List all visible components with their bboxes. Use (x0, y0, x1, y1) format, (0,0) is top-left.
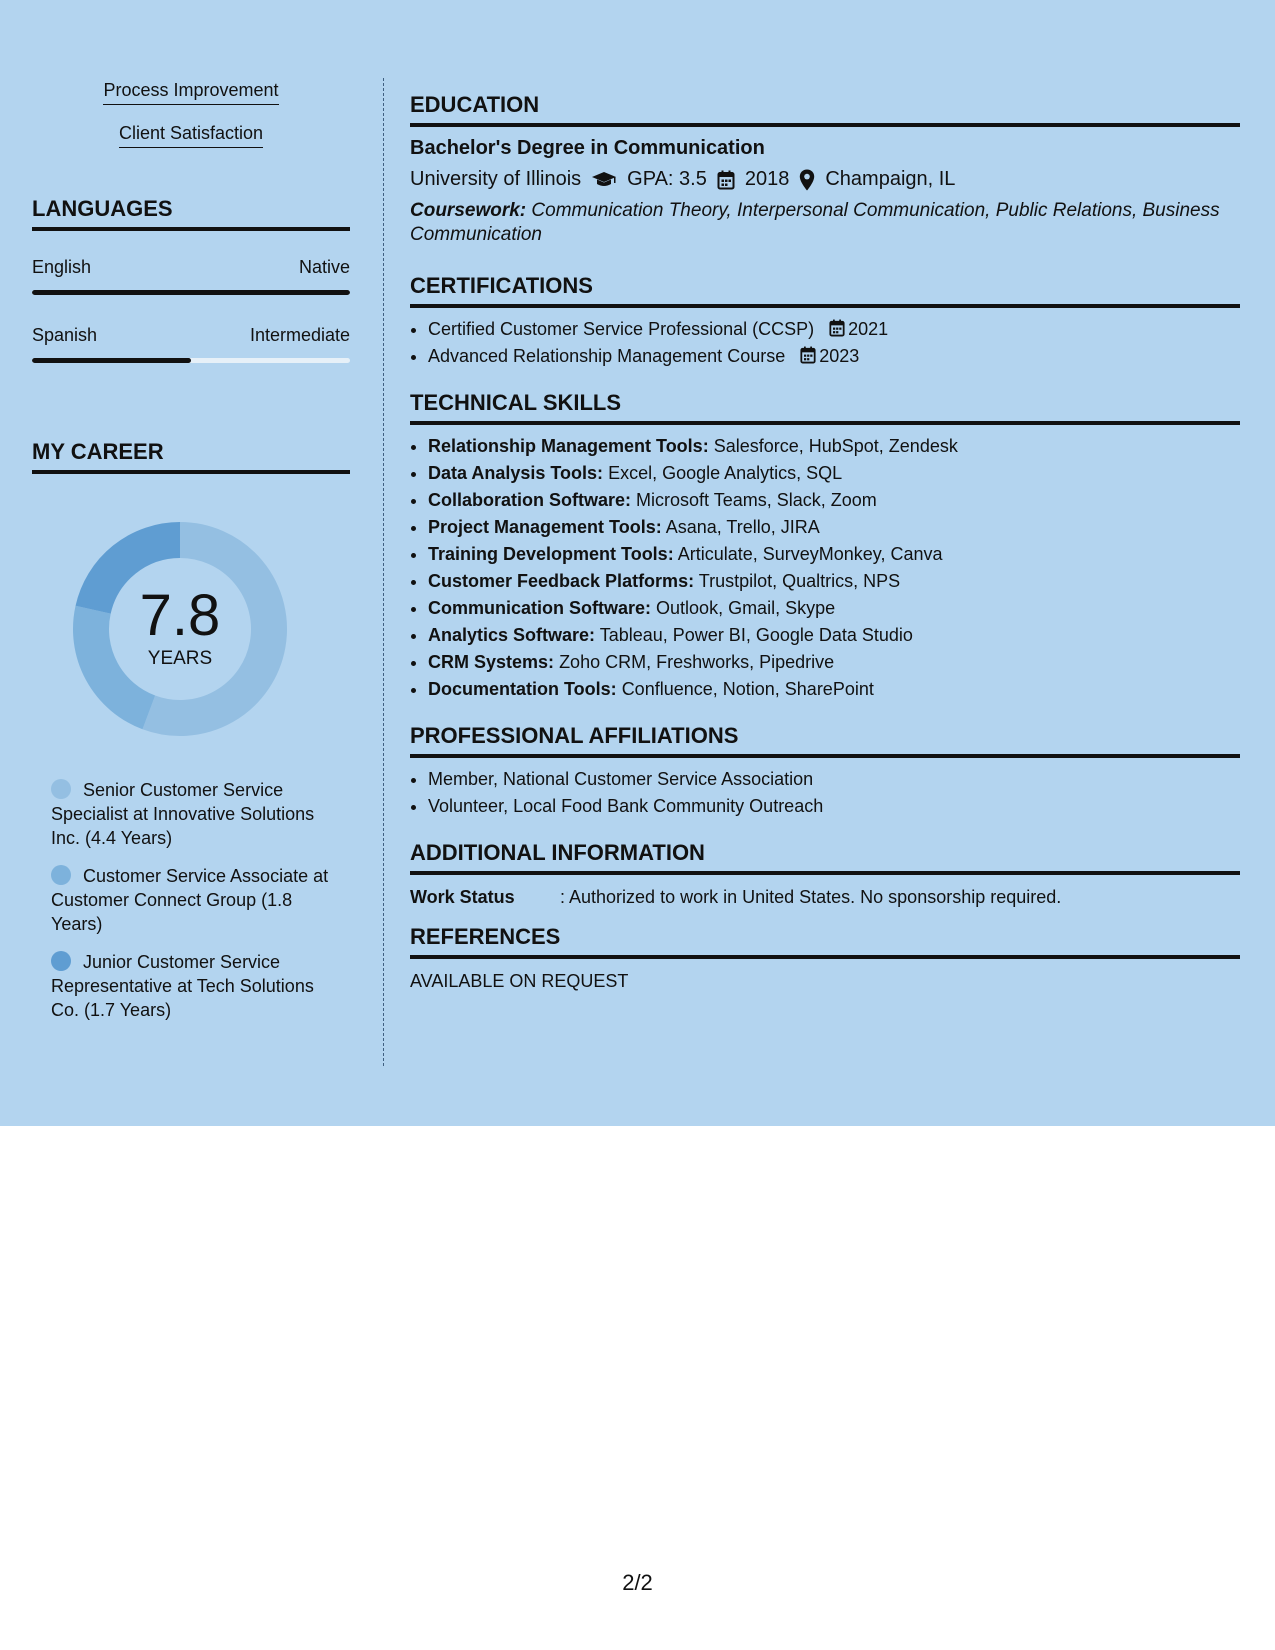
coursework (410, 199, 1240, 247)
work-status-value: : Authorized to work in United States. No sponsorship required. (560, 887, 1062, 907)
certifications-list (410, 316, 1240, 370)
location-pin-icon (799, 169, 815, 191)
language-bar (32, 290, 350, 295)
work-status-label: Work Status (410, 887, 515, 907)
coursework-list: Communication Theory, Interpersonal Communication, Public Relations, Business Communication (410, 200, 1220, 245)
certification-name: Certified Customer Service Professional (CCSP) (428, 319, 815, 339)
coursework-label: Coursework: (410, 200, 527, 221)
affiliations-heading: PROFESSIONAL AFFILIATIONS (410, 723, 1240, 758)
skill-label: Relationship Management Tools: (428, 436, 709, 456)
skill-value: Trustpilot, Qualtrics, NPS (698, 571, 901, 591)
skill-item (428, 676, 1240, 703)
language-bar-fill (32, 358, 191, 363)
calendar-icon (717, 170, 735, 190)
skill-label: Customer Feedback Platforms: (428, 571, 695, 591)
school-location: Champaign, IL (825, 168, 956, 190)
skill-label: CRM Systems: (428, 652, 555, 672)
career-total: 7.8 (139, 583, 221, 648)
left-column (32, 80, 350, 1036)
skill-value: Articulate, SurveyMonkey, Canva (677, 544, 943, 564)
skill-pill: Process Improvement (103, 80, 278, 105)
language-name: English (32, 257, 92, 277)
calendar-icon (800, 346, 816, 364)
degree-title: Bachelor's Degree in Communication (410, 137, 765, 159)
skill-label: Communication Software: (428, 598, 652, 618)
skills-list (32, 80, 350, 166)
legend-item (51, 864, 341, 936)
certification-year: 2021 (848, 319, 889, 339)
career-legend (51, 778, 341, 1022)
career-unit: YEARS (147, 648, 213, 669)
legend-label: Junior Customer Service Representative at Tech Solutions Co. (1.7 Years) (51, 952, 314, 1020)
education-heading: EDUCATION (410, 92, 1240, 127)
certifications-heading: CERTIFICATIONS (410, 273, 1240, 308)
skill-item (428, 460, 1240, 487)
calendar-icon (829, 319, 845, 337)
references-heading: REFERENCES (410, 924, 1240, 959)
education-details (410, 168, 1240, 191)
skill-item (428, 649, 1240, 676)
skill-value: Outlook, Gmail, Skype (656, 598, 836, 618)
legend-item (51, 778, 341, 850)
skill-value: Confluence, Notion, SharePoint (621, 679, 874, 699)
skill-label: Training Development Tools: (428, 544, 674, 564)
language-level: Native (298, 257, 350, 277)
skill-label: Project Management Tools: (428, 517, 662, 537)
technical-skills-list (410, 433, 1240, 703)
skill-label: Documentation Tools: (428, 679, 617, 699)
skill-item (428, 568, 1240, 595)
skill-value: Asana, Trello, JIRA (665, 517, 820, 537)
language-level: Intermediate (249, 325, 350, 345)
legend-label: Customer Service Associate at Customer Connect Group (1.8 Years) (51, 866, 329, 934)
skill-item (428, 514, 1240, 541)
legend-dot (51, 951, 71, 971)
skill-label: Data Analysis Tools: (428, 463, 604, 483)
certification-name: Advanced Relationship Management Course (428, 346, 786, 366)
skill-value: Microsoft Teams, Slack, Zoom (636, 490, 877, 510)
skill-value: Tableau, Power BI, Google Data Studio (599, 625, 913, 645)
language-name: Spanish (32, 325, 98, 345)
certification-year: 2023 (819, 346, 860, 366)
legend-dot (51, 779, 71, 799)
skill-value: Zoho CRM, Freshworks, Pipedrive (559, 652, 835, 672)
affiliation-item: • Volunteer, Local Food Bank Community Outreach (428, 793, 1240, 820)
additional-info-heading: ADDITIONAL INFORMATION (410, 840, 1240, 875)
skill-item (428, 541, 1240, 568)
affiliations-list (410, 766, 1240, 820)
language-bar (32, 358, 350, 363)
language-item (32, 325, 350, 363)
skill-item (428, 433, 1240, 460)
skill-pill: Client Satisfaction (119, 123, 263, 148)
skill-value: Salesforce, HubSpot, Zendesk (713, 436, 958, 456)
legend-dot (51, 865, 71, 885)
skill-item (428, 595, 1240, 622)
references-text: AVAILABLE ON REQUEST (410, 971, 629, 991)
graduation-cap-icon (591, 171, 617, 189)
school-name: University of Illinois (410, 168, 582, 190)
certification-item (428, 343, 1240, 370)
skill-label: Analytics Software: (428, 625, 596, 645)
language-bar-fill (32, 290, 350, 295)
skill-label: Collaboration Software: (428, 490, 632, 510)
skill-item (428, 622, 1240, 649)
certification-item (428, 316, 1240, 343)
graduation-year: 2018 (744, 168, 790, 190)
affiliation-item: • Member, National Customer Service Association (428, 766, 1240, 793)
language-item (32, 257, 350, 295)
page-number: 2/2 (622, 1570, 653, 1595)
column-divider (383, 78, 384, 1066)
skill-item (428, 487, 1240, 514)
legend-label: Senior Customer Service Specialist at Innovative Solutions Inc. (4.4 Years) (51, 780, 315, 848)
legend-item (51, 950, 341, 1022)
right-column (410, 92, 1240, 992)
work-status-row (410, 887, 1240, 908)
skill-value: Excel, Google Analytics, SQL (608, 463, 843, 483)
gpa: GPA: 3.5 (627, 168, 707, 190)
languages-heading: LANGUAGES (32, 196, 350, 231)
career-heading: MY CAREER (32, 439, 350, 474)
career-donut-chart (65, 514, 295, 744)
technical-skills-heading: TECHNICAL SKILLS (410, 390, 1240, 425)
